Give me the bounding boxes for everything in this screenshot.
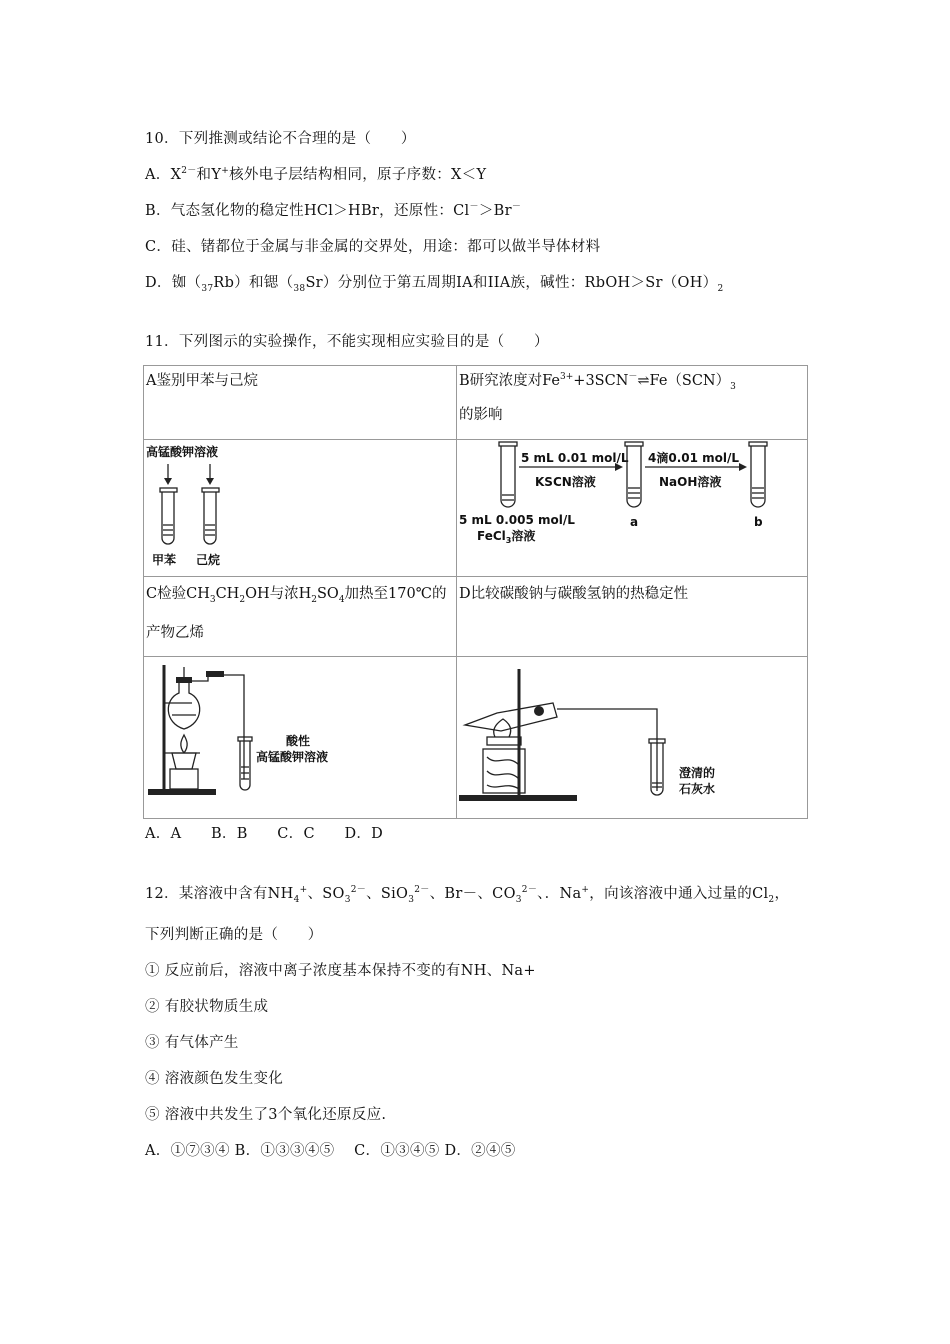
q10-option-a: A．$X^{2-}$和Y+核外电子层结构相同，原子序数：X＜Y (145, 166, 487, 183)
q10-option-b: B．气态氢化物的稳定性HCl＞HBr，还原性：Cl－＞Br－ (145, 202, 522, 219)
q11-table (143, 365, 808, 819)
stand-base (148, 789, 216, 795)
q12-statement-4: ④ 溶液颜色发生变化 (145, 1071, 284, 1087)
fig-b-start-line2: FeCl$_3$溶液 (477, 529, 536, 545)
horizontal-test-tube (465, 703, 557, 731)
figure-b-diagram (457, 440, 806, 576)
delivery-tube (557, 709, 657, 791)
fig-b-arrow2-top: 4滴0.01 mol/L (648, 451, 740, 465)
arrow-icon (206, 478, 214, 485)
figure-d-diagram (457, 657, 806, 817)
q12-statement-5: ⑤ 溶液中共发生了3个氧化还原反应. (145, 1107, 387, 1123)
stand-base (459, 795, 577, 801)
test-tube-b (749, 442, 767, 507)
test-tube-left (160, 488, 177, 544)
round-flask (168, 683, 199, 729)
test-tube-right (202, 488, 219, 544)
cell-a-title: A鉴别甲苯与己烷 (146, 373, 258, 389)
fig-b-label-a: a (630, 515, 639, 529)
fig-b-label-b: b (754, 515, 763, 529)
q12-stem: 12．某溶液中含有$NH_4^+$、$SO_3^{2-}$、SiO$_3^{2-}$、Br－、$CO_3^{2-}$、．Na+，向该溶液中通入过量的$Cl_2$， (145, 885, 790, 905)
fig-c-label-line1: 酸性 (286, 734, 311, 748)
q12-stem-line2: 下列判断正确的是（ ） (145, 927, 323, 943)
fig-d-label-line1: 澄清的 (679, 766, 716, 780)
fig-a-right-label: 己烷 (196, 553, 221, 567)
cell-b-title: B研究浓度对$Fe^{3+}+3SCN^-\rightleftharpoons Fe(SCN)_3$ (459, 372, 736, 392)
test-tube-start (499, 442, 517, 507)
fig-a-top-label: 高锰酸钾溶液 (146, 445, 219, 459)
arrow-icon (739, 463, 747, 471)
q12-statement-2: ② 有胶状物质生成 (145, 999, 269, 1015)
fig-b-start-line1: 5 mL 0.005 mol/L (459, 513, 575, 527)
q12-statement-1: ① 反应前后，溶液中离子浓度基本保持不变的有NH、Na+ (145, 963, 536, 979)
fig-a-left-label: 甲苯 (152, 553, 177, 567)
flame-icon (494, 719, 511, 737)
fig-b-arrow1-top: 5 mL 0.01 mol/L (521, 451, 629, 465)
cell-c-title: C检验$CH_3CH_2OH$与浓$H_2SO_4$加热至170℃的 (146, 586, 447, 605)
q12-statement-3: ③ 有气体产生 (145, 1035, 239, 1051)
stopper (176, 677, 192, 683)
q11-stem: 11．下列图示的实验操作，不能实现相应实验目的是（ ） (145, 334, 549, 350)
figure-a-diagram (144, 440, 456, 576)
q10-option-c: C．硅、锗都位于金属与非金属的交界处，用途：都可以做半导体材料 (145, 239, 601, 255)
q12-options: A．①⑦③④ B．①③③④⑤ C．①③④⑤ D．②④⑤ (145, 1143, 516, 1159)
q10-stem: 10．下列推测或结论不合理的是（ ） (145, 131, 416, 147)
alcohol-lamp (172, 753, 196, 769)
fig-d-label-line2: 石灰水 (679, 782, 716, 796)
arrow-icon (164, 478, 172, 485)
flame-icon (181, 735, 187, 753)
fig-c-label-line2: 高锰酸钾溶液 (256, 750, 329, 764)
test-tube (240, 741, 250, 790)
fig-b-arrow2-bottom: NaOH溶液 (659, 475, 722, 489)
cell-d-title: D比较碳酸钠与碳酸氢钠的热稳定性 (459, 586, 689, 602)
cell-c-title-line2: 产物乙烯 (146, 625, 204, 641)
delivery-tube (192, 675, 244, 779)
fig-b-arrow1-bottom: KSCN溶液 (535, 475, 596, 489)
q11-options: A．A B．B C．C D．D (145, 826, 384, 842)
cell-b-title-line2: 的影响 (459, 407, 503, 423)
q10-option-d: D．铷$(_{37}Rb)$和锶$(_{38}Sr)$分别位于第五周期IA和IIA族，碱性：$RbOH>Sr(OH)_2$ (145, 275, 724, 294)
figure-c-diagram (144, 657, 456, 817)
